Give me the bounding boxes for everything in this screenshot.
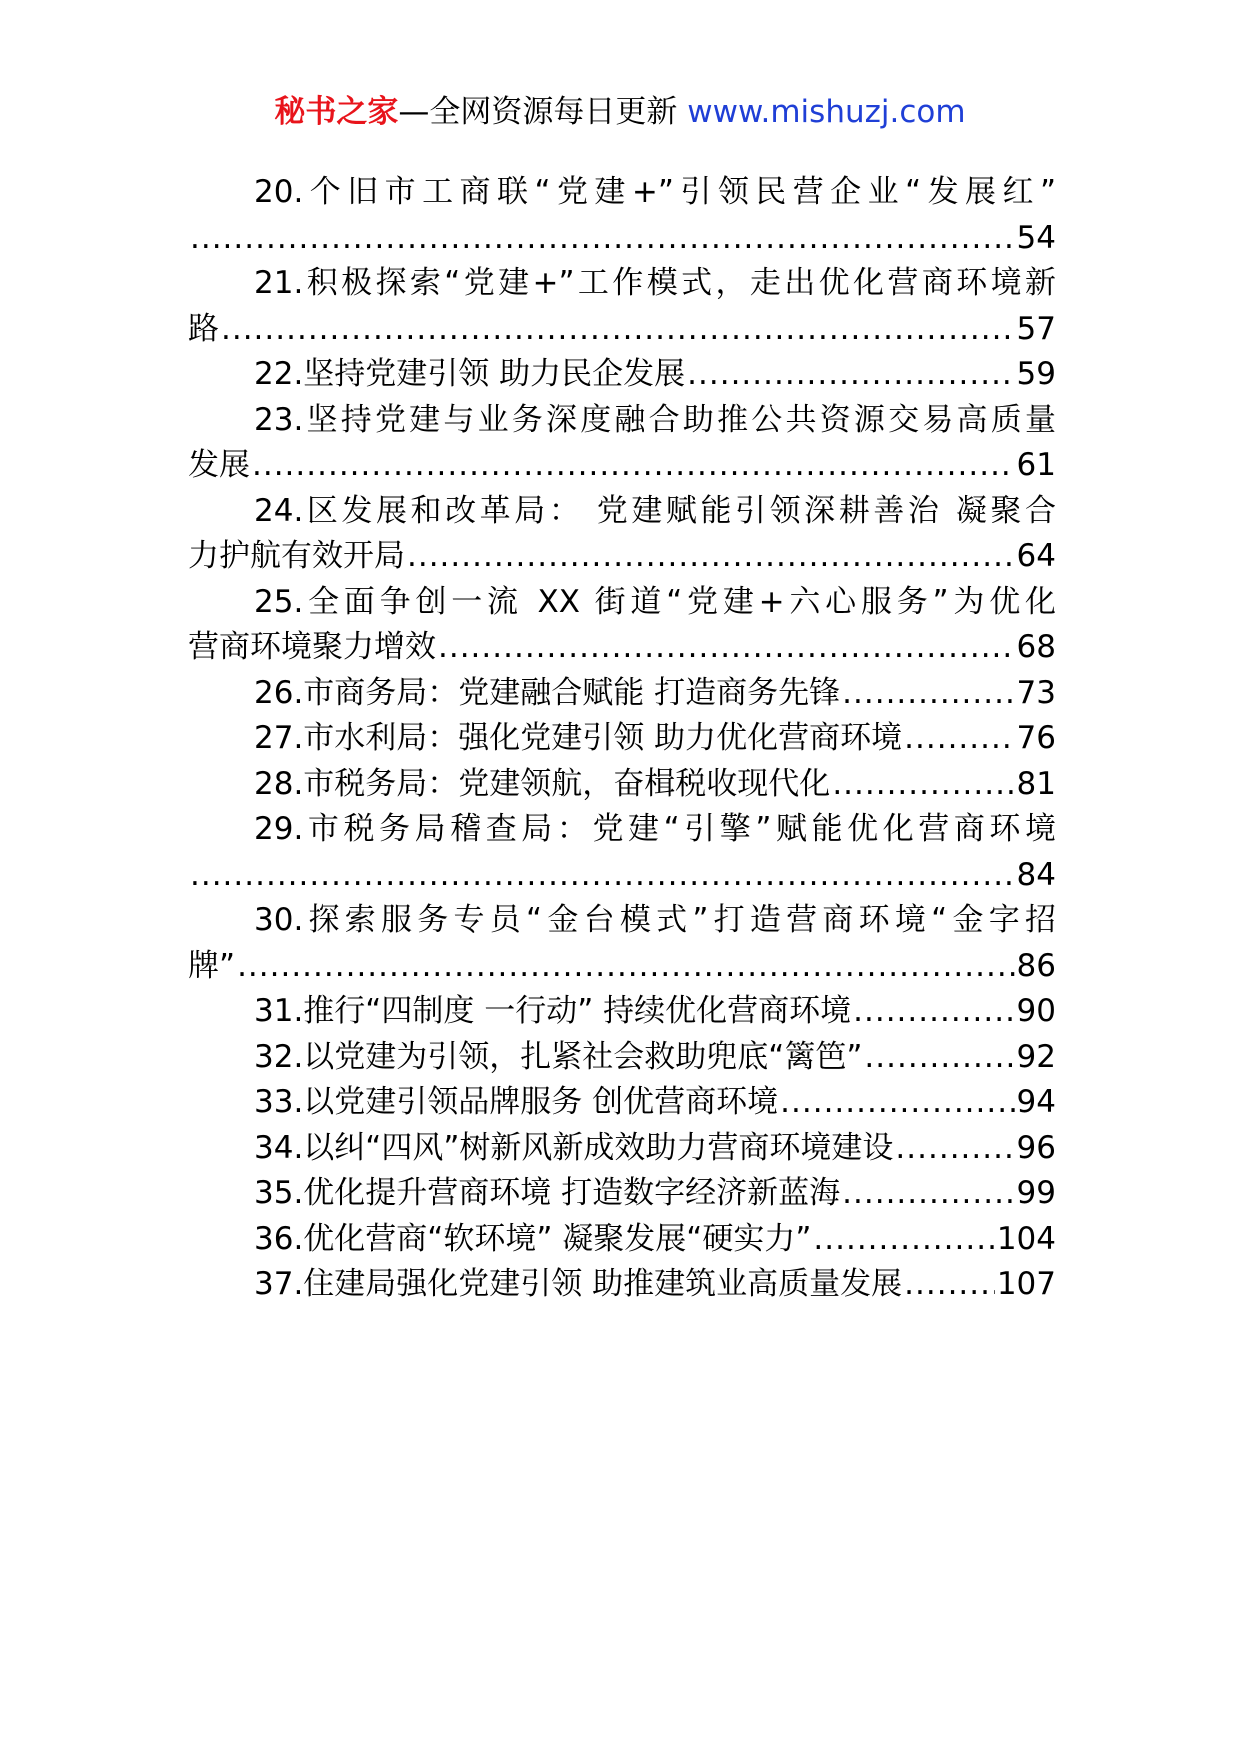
toc-entry-line [188,1126,1056,1172]
toc-entry-line [188,261,1056,307]
toc-entry[interactable] [188,1035,1056,1081]
toc-entry-title-continued: 路 [188,310,219,347]
toc-leader-dots [237,944,1014,990]
toc-page-number: 61 [1016,447,1056,483]
header-url-link[interactable]: www.mishuzj.com [687,94,966,130]
toc-entry-title: 29.市税务局稽查局：党建“引擎”赋能优化营商环境 [254,811,1056,847]
toc-page-number: 57 [1016,310,1056,347]
toc-leader-dots [252,443,1015,489]
toc-entry[interactable] [188,1080,1056,1126]
page-header [0,92,1240,132]
toc-entry-title: 20.个旧市工商联“党建+”引领民营企业“发展红” [254,174,1056,210]
toc-entry-title: 26.市商务局：党建融合赋能 打造商务先锋 [254,674,841,711]
toc-entry-title-continued: 营商环境聚力增效 [188,629,436,665]
toc-page-number: 104 [996,1220,1056,1257]
toc-entry-title: 34.以纠“四风”树新风新成效助力营商环境建设 [254,1129,894,1166]
toc-entry-title: 30.探索服务专员“金台模式”打造营商环境“金字招 [254,902,1056,938]
toc-entry[interactable] [188,1217,1056,1263]
toc-entry[interactable] [188,352,1056,398]
toc-leader-dots [904,716,1014,762]
toc-entry-title: 28.市税务局：党建领航，奋楫税收现代化 [254,765,831,802]
toc-leader-dots [190,853,1015,899]
toc-page-number: 73 [1016,674,1056,711]
toc-entry-title: 25.全面争创一流 XX 街道“党建+六心服务”为优化 [254,583,1056,620]
toc-entry[interactable] [188,989,1056,1035]
toc-page-number: 68 [1016,629,1056,665]
toc-entry[interactable] [188,898,1056,989]
toc-entry-title: 23.坚持党建与业务深度融合助推公共资源交易高质量 [254,401,1056,438]
toc-page-number: 96 [1016,1129,1056,1166]
toc-leader-dots [438,625,1015,671]
toc-leader-dots [221,307,1015,353]
toc-entry-line [188,716,1056,762]
toc-leader-dots [407,534,1015,580]
toc-leader-dots [832,762,1014,808]
toc-entry-line [188,1171,1056,1217]
toc-entry[interactable] [188,1262,1056,1308]
toc-entry-title: 27.市水利局：强化党建引领 助力优化营商环境 [254,720,903,756]
toc-entry-title: 24.区发展和改革局： 党建赋能引领深耕善治 凝聚合 [254,492,1056,529]
toc-page-number: 64 [1016,538,1056,574]
toc-entry-line [188,625,1056,671]
toc-entry[interactable] [188,580,1056,671]
toc-entry-title-continued: 发展 [188,447,250,483]
toc-page-number: 59 [1016,356,1056,392]
toc-page-number: 86 [1016,947,1056,984]
toc-entry-line [188,1217,1056,1263]
header-brand: 秘书之家 [274,94,399,130]
toc-entry-line [188,170,1056,216]
toc-entry-line [188,944,1056,990]
toc-leader-dots [853,989,1014,1035]
toc-page-number: 90 [1016,993,1056,1029]
toc-entry-title: 31.推行“四制度 一行动” 持续优化营商环境 [254,993,852,1029]
toc-entry-line [188,534,1056,580]
toc-entry[interactable] [188,261,1056,352]
toc-entry-title-continued: 牌” [188,947,236,984]
toc-entry[interactable] [188,1171,1056,1217]
toc-leader-dots [842,671,1014,717]
toc-page-number: 84 [1016,856,1056,893]
toc-entry[interactable] [188,671,1056,717]
toc-entry-line [188,989,1056,1035]
toc-leader-dots [904,1262,995,1308]
toc-entry-line [188,307,1056,353]
toc-entry-line [188,762,1056,808]
toc-leader-dots [842,1171,1014,1217]
toc-entry[interactable] [188,716,1056,762]
toc-entry[interactable] [188,1126,1056,1172]
toc-entry-line [188,898,1056,944]
toc-entry-title: 32.以党建为引领，扎紧社会救助兜底“篱笆” [254,1038,863,1075]
toc-page-number: 81 [1016,765,1056,802]
toc-entry-title: 36.优化营商“软环境” 凝聚发展“硬实力” [254,1220,812,1257]
toc-entry-line [188,807,1056,853]
toc-entry[interactable] [188,489,1056,580]
toc-entry-line [188,352,1056,398]
toc-entry-line [188,1080,1056,1126]
toc-page-number: 94 [1016,1084,1056,1120]
toc-leader-dots [813,1217,994,1263]
toc-entry-title: 37.住建局强化党建引领 助推建筑业高质量发展 [254,1266,903,1302]
toc-entry-line [188,1035,1056,1081]
toc-leader-dots [895,1126,1014,1172]
toc-entry-title-continued: 力护航有效开局 [188,538,405,574]
toc-entry-title: 35.优化提升营商环境 打造数字经济新蓝海 [254,1175,841,1211]
toc-entry-title: 22.坚持党建引领 助力民企发展 [254,356,686,392]
toc-entry-title: 21.积极探索“党建+”工作模式，走出优化营商环境新 [254,265,1056,301]
toc-leader-dots [190,216,1015,262]
table-of-contents [188,170,1056,1308]
toc-leader-dots [780,1080,1014,1126]
toc-leader-dots [864,1035,1014,1081]
toc-page-number: 92 [1016,1038,1056,1075]
toc-entry[interactable] [188,807,1056,898]
toc-entry[interactable] [188,398,1056,489]
toc-page-number: 107 [996,1266,1056,1302]
toc-leader-dots [687,352,1014,398]
toc-entry-line [188,853,1056,899]
toc-page-number: 99 [1016,1175,1056,1211]
toc-entry[interactable] [188,762,1056,808]
toc-entry-title: 33.以党建引领品牌服务 创优营商环境 [254,1084,779,1120]
toc-entry-line [188,443,1056,489]
toc-entry-line [188,1262,1056,1308]
toc-entry-line [188,580,1056,626]
header-tagline: —全网资源每日更新 [398,94,678,130]
toc-entry-line [188,671,1056,717]
toc-entry-line [188,489,1056,535]
toc-page-number: 76 [1016,720,1056,756]
toc-entry-line [188,216,1056,262]
toc-entry-line [188,398,1056,444]
toc-page-number: 54 [1016,219,1056,256]
toc-entry[interactable] [188,170,1056,261]
